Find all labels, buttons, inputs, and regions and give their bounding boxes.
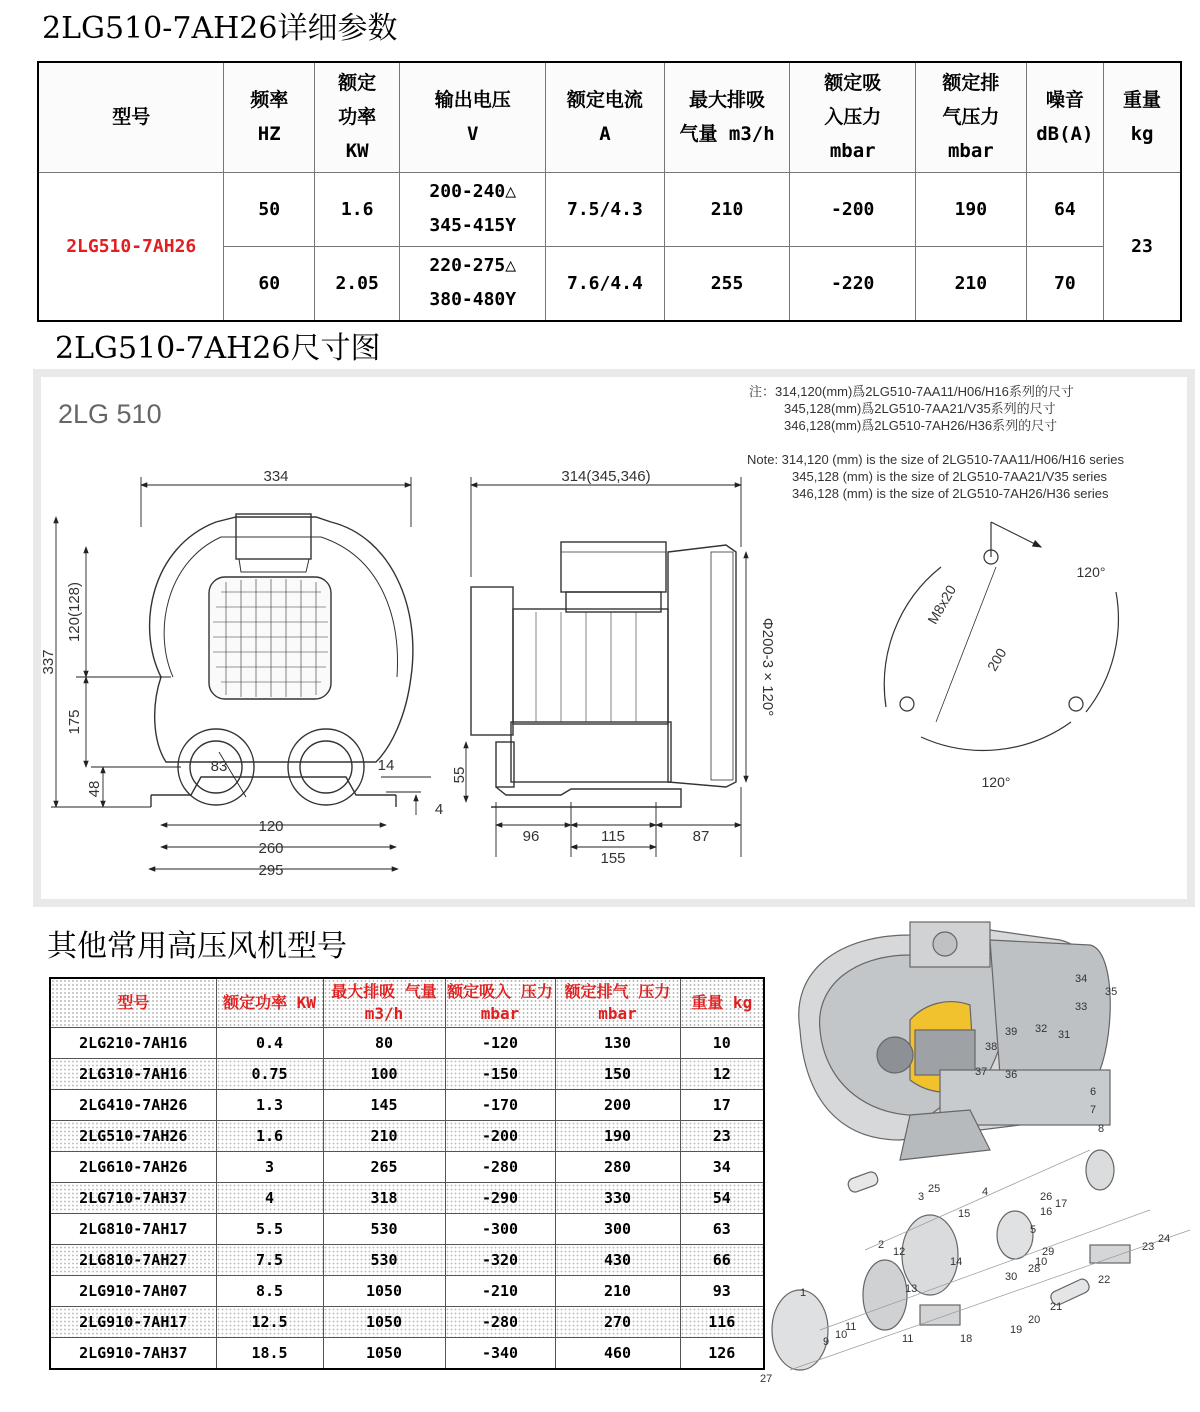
cell-voltage: 220-275△ 380-480Y [400, 246, 546, 321]
cell-current: 7.5/4.3 [546, 172, 665, 246]
part-number: 22 [1098, 1274, 1111, 1286]
cell-weight: 17 [680, 1090, 764, 1121]
svg-text:M8x20: M8x20 [924, 582, 960, 627]
cell-freq: 50 [224, 172, 314, 246]
part-number: 32 [1035, 1023, 1048, 1035]
part-number: 34 [1075, 973, 1088, 985]
cell-weight: 93 [680, 1276, 764, 1307]
drawing-title: 2LG510-7AH26尺寸图 [55, 331, 381, 366]
header-noise: 噪音 dB(A) [1026, 62, 1103, 172]
cell-power: 1.6 [314, 172, 399, 246]
cell-model: 2LG910-7AH37 [50, 1338, 216, 1370]
part-number: 18 [960, 1333, 973, 1345]
part-number: 3 [918, 1191, 925, 1203]
cell-discharge: 330 [555, 1183, 680, 1214]
cell-airflow: 265 [323, 1152, 445, 1183]
part-number: 27 [760, 1373, 773, 1385]
part-number: 5 [1030, 1224, 1037, 1236]
part-number: 16 [1040, 1206, 1053, 1218]
table-row [50, 1183, 764, 1214]
part-number: 11 [845, 1321, 857, 1333]
dimension-drawing-panel [33, 369, 1195, 907]
cell-suction: -170 [445, 1090, 555, 1121]
cell-discharge: 280 [555, 1152, 680, 1183]
exploded-view-illustration [760, 910, 1196, 1386]
svg-text:注：314,120(mm)爲2LG510-7AA11/H06: 注：314,120(mm)爲2LG510-7AA11/H06/H16系列的尺寸 [749, 384, 1074, 399]
part-number: 23 [1142, 1241, 1155, 1253]
cell-noise: 70 [1026, 246, 1103, 321]
part-number: 20 [1028, 1314, 1041, 1326]
spec-title: 2LG510-7AH26详细参数 [42, 11, 398, 46]
flange-detail [884, 522, 1118, 750]
part-number: 28 [1028, 1263, 1041, 1275]
series-label: 2LG 510 [58, 399, 162, 429]
part-number: 25 [928, 1183, 941, 1195]
table-row [50, 1028, 764, 1059]
table-row [50, 1059, 764, 1090]
header-discharge: 额定排 气压力 mbar [916, 62, 1027, 172]
svg-text:175: 175 [66, 709, 83, 735]
svg-text:314(345,346): 314(345,346) [561, 468, 651, 485]
part-number: 14 [950, 1256, 963, 1268]
cell-airflow: 1050 [323, 1307, 445, 1338]
cell-weight: 66 [680, 1245, 764, 1276]
part-number: 1 [800, 1287, 807, 1299]
part-number: 12 [893, 1246, 906, 1258]
header-weight: 重量 kg [1104, 62, 1181, 172]
cell-power: 0.4 [216, 1028, 323, 1059]
spec-model: 2LG510-7AH26 [38, 172, 224, 321]
cell-suction: -300 [445, 1214, 555, 1245]
svg-text:14: 14 [377, 757, 395, 774]
part-number: 11 [902, 1333, 914, 1345]
col-weight: 重量 kg [680, 978, 764, 1028]
svg-text:4: 4 [434, 801, 444, 818]
cell-airflow: 255 [664, 246, 790, 321]
part-number: 35 [1105, 986, 1118, 998]
models-title: 其他常用高压风机型号 [47, 929, 347, 964]
header-power: 额定 功率 KW [314, 62, 399, 172]
table-row [50, 1276, 764, 1307]
cell-discharge: 210 [555, 1276, 680, 1307]
svg-text:295: 295 [258, 862, 284, 879]
col-airflow: 最大排吸 气量m3/h [323, 978, 445, 1028]
part-number: 15 [958, 1208, 971, 1220]
header-model: 型号 [38, 62, 224, 172]
cell-suction: -280 [445, 1152, 555, 1183]
cell-suction: -290 [445, 1183, 555, 1214]
svg-text:120°: 120° [981, 774, 1011, 790]
part-number: 19 [1010, 1324, 1023, 1336]
table-row [50, 1214, 764, 1245]
cell-weight: 116 [680, 1307, 764, 1338]
cell-model: 2LG910-7AH07 [50, 1276, 216, 1307]
models-table-body [50, 1028, 764, 1370]
cell-suction: -220 [790, 246, 916, 321]
col-power: 额定功率 KW [216, 978, 323, 1028]
svg-text:200: 200 [983, 645, 1010, 674]
cell-model: 2LG410-7AH26 [50, 1090, 216, 1121]
cell-airflow: 210 [664, 172, 790, 246]
part-number: 9 [823, 1336, 830, 1348]
cell-airflow: 100 [323, 1059, 445, 1090]
svg-text:337: 337 [41, 649, 57, 675]
svg-text:120: 120 [258, 818, 284, 835]
cell-weight: 54 [680, 1183, 764, 1214]
cell-discharge: 200 [555, 1090, 680, 1121]
cell-power: 1.3 [216, 1090, 323, 1121]
col-suction: 额定吸入 压力mbar [445, 978, 555, 1028]
cell-discharge: 430 [555, 1245, 680, 1276]
cell-weight: 23 [680, 1121, 764, 1152]
table-row [50, 1307, 764, 1338]
table-row [50, 1152, 764, 1183]
cell-suction: -280 [445, 1307, 555, 1338]
part-number: 2 [878, 1239, 885, 1251]
cell-current: 7.6/4.4 [546, 246, 665, 321]
cell-airflow: 530 [323, 1214, 445, 1245]
part-number: 38 [985, 1041, 998, 1053]
header-voltage: 输出电压 V [400, 62, 546, 172]
part-number: 21 [1050, 1301, 1063, 1313]
dimension-drawing [41, 377, 1187, 899]
spec-weight: 23 [1104, 172, 1181, 321]
cell-suction: -120 [445, 1028, 555, 1059]
part-number: 13 [905, 1283, 918, 1295]
part-number: 26 [1040, 1191, 1053, 1203]
svg-text:87: 87 [692, 828, 710, 845]
part-number: 30 [1005, 1271, 1018, 1283]
col-discharge: 额定排气 压力mbar [555, 978, 680, 1028]
col-model: 型号 [50, 978, 216, 1028]
svg-text:Φ200-3 × 120°: Φ200-3 × 120° [759, 617, 776, 717]
cell-power: 2.05 [314, 246, 399, 321]
cell-model: 2LG710-7AH37 [50, 1183, 216, 1214]
cell-model: 2LG210-7AH16 [50, 1028, 216, 1059]
part-number: 4 [982, 1186, 989, 1198]
part-number: 6 [1090, 1086, 1097, 1098]
side-view [471, 542, 736, 807]
cell-suction: -210 [445, 1276, 555, 1307]
spec-row-50hz [38, 172, 1181, 246]
cell-airflow: 145 [323, 1090, 445, 1121]
part-number: 24 [1158, 1233, 1171, 1245]
cell-power: 7.5 [216, 1245, 323, 1276]
svg-text:120(128): 120(128) [66, 581, 83, 643]
part-number: 33 [1075, 1001, 1088, 1013]
cell-weight: 10 [680, 1028, 764, 1059]
cell-power: 3 [216, 1152, 323, 1183]
cell-discharge: 130 [555, 1028, 680, 1059]
cell-model: 2LG910-7AH17 [50, 1307, 216, 1338]
header-airflow: 最大排吸 气量 m3/h [664, 62, 790, 172]
cell-power: 4 [216, 1183, 323, 1214]
spec-table [37, 61, 1182, 322]
cell-suction: -200 [790, 172, 916, 246]
cell-discharge: 270 [555, 1307, 680, 1338]
table-row [50, 1121, 764, 1152]
svg-text:345,128(mm)爲2LG510-7AA21/V35系列: 345,128(mm)爲2LG510-7AA21/V35系列的尺寸 [784, 401, 1056, 416]
header-current: 额定电流 A [546, 62, 665, 172]
cell-weight: 126 [680, 1338, 764, 1370]
table-row [50, 1245, 764, 1276]
cell-model: 2LG310-7AH16 [50, 1059, 216, 1090]
part-number: 37 [975, 1066, 988, 1078]
cell-power: 18.5 [216, 1338, 323, 1370]
cell-power: 12.5 [216, 1307, 323, 1338]
size-notes [747, 384, 1124, 501]
cell-power: 8.5 [216, 1276, 323, 1307]
part-number: 39 [1005, 1026, 1018, 1038]
svg-text:55: 55 [451, 766, 468, 784]
cell-power: 5.5 [216, 1214, 323, 1245]
models-table [49, 977, 765, 1370]
part-number: 10 [1035, 1256, 1048, 1268]
cell-suction: -150 [445, 1059, 555, 1090]
part-number: 29 [1042, 1246, 1055, 1258]
svg-text:Note: 314,120 (mm) is the size: Note: 314,120 (mm) is the size of 2LG510-7AA11/H06/H16 series [747, 452, 1124, 467]
cell-model: 2LG610-7AH26 [50, 1152, 216, 1183]
cell-discharge: 190 [555, 1121, 680, 1152]
cell-weight: 12 [680, 1059, 764, 1090]
cell-airflow: 318 [323, 1183, 445, 1214]
cell-model: 2LG510-7AH26 [50, 1121, 216, 1152]
svg-text:346,128 (mm) is the size of 2L: 346,128 (mm) is the size of 2LG510-7AH26/H36 series [792, 486, 1109, 501]
part-number: 31 [1058, 1029, 1071, 1041]
cell-model: 2LG810-7AH17 [50, 1214, 216, 1245]
cell-airflow: 1050 [323, 1338, 445, 1370]
svg-text:115: 115 [601, 828, 625, 845]
table-row [50, 1090, 764, 1121]
cell-suction: -320 [445, 1245, 555, 1276]
cell-weight: 34 [680, 1152, 764, 1183]
svg-text:120°: 120° [1076, 564, 1106, 580]
cell-power: 0.75 [216, 1059, 323, 1090]
part-number: 10 [835, 1329, 848, 1341]
cell-discharge: 150 [555, 1059, 680, 1090]
cell-airflow: 1050 [323, 1276, 445, 1307]
cell-weight: 63 [680, 1214, 764, 1245]
cell-discharge: 210 [916, 246, 1027, 321]
cell-discharge: 460 [555, 1338, 680, 1370]
cell-power: 1.6 [216, 1121, 323, 1152]
cell-suction: -200 [445, 1121, 555, 1152]
cell-airflow: 80 [323, 1028, 445, 1059]
cell-freq: 60 [224, 246, 314, 321]
cell-discharge: 300 [555, 1214, 680, 1245]
svg-text:96: 96 [522, 828, 540, 845]
cell-suction: -340 [445, 1338, 555, 1370]
cell-airflow: 210 [323, 1121, 445, 1152]
front-view [150, 514, 413, 807]
svg-text:345,128 (mm) is the size of 2L: 345,128 (mm) is the size of 2LG510-7AA21/V35 series [792, 469, 1108, 484]
svg-text:155: 155 [600, 850, 626, 867]
cell-voltage: 200-240△ 345-415Y [400, 172, 546, 246]
svg-text:334: 334 [263, 468, 289, 485]
part-number: 8 [1098, 1123, 1105, 1135]
svg-text:48: 48 [86, 780, 103, 798]
header-suction: 额定吸 入压力 mbar [790, 62, 916, 172]
cell-discharge: 190 [916, 172, 1027, 246]
header-freq: 频率 HZ [224, 62, 314, 172]
cell-model: 2LG810-7AH27 [50, 1245, 216, 1276]
svg-text:83: 83 [210, 758, 228, 775]
cell-noise: 64 [1026, 172, 1103, 246]
svg-text:346,128(mm)爲2LG510-7AH26/H36系列: 346,128(mm)爲2LG510-7AH26/H36系列的尺寸 [784, 418, 1058, 433]
table-row [50, 1338, 764, 1370]
svg-text:260: 260 [258, 840, 284, 857]
part-number: 7 [1090, 1104, 1097, 1116]
part-number: 17 [1055, 1198, 1068, 1210]
cell-airflow: 530 [323, 1245, 445, 1276]
part-number: 36 [1005, 1069, 1018, 1081]
